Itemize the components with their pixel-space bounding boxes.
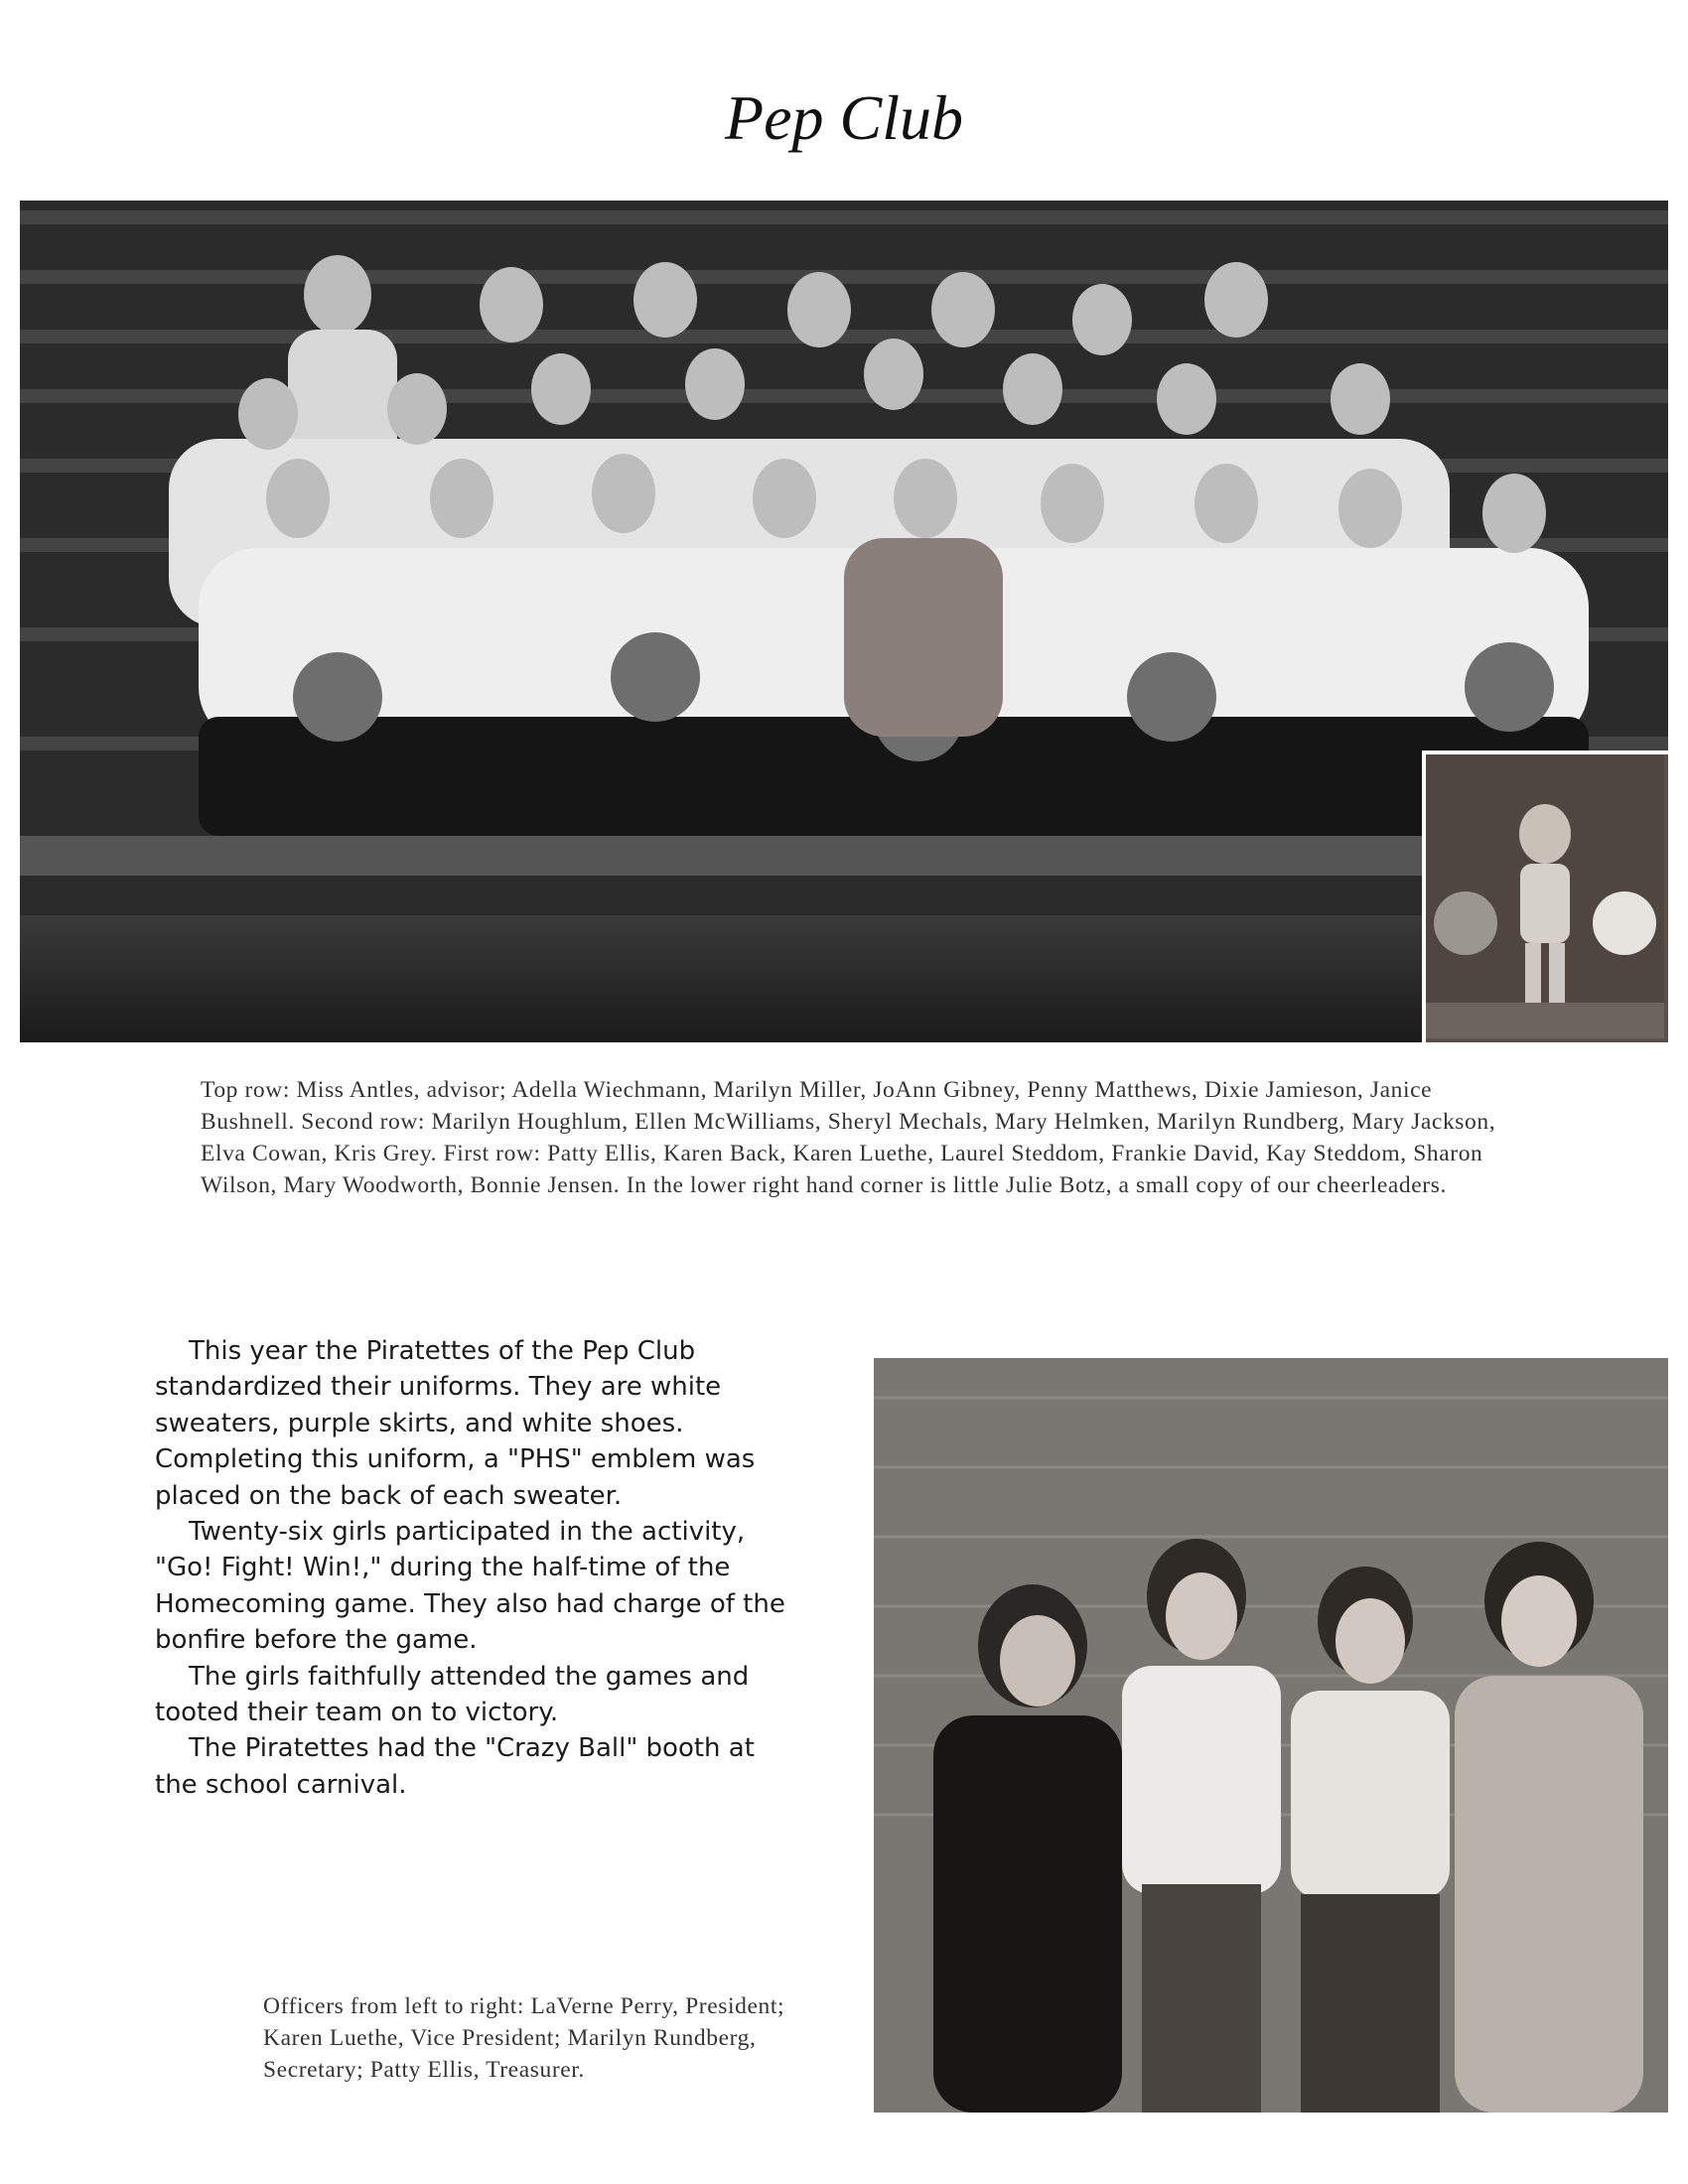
article-body (155, 1333, 790, 1803)
inset-photo (1422, 751, 1668, 1042)
officers-photo (874, 1358, 1668, 2113)
group-photo-illustration (20, 201, 1668, 1042)
officers-photo-illustration (874, 1358, 1668, 2113)
officers-caption: Officers from left to right: LaVerne Perry, President; Karen Luethe, Vice President; Marilyn Rundberg, Secretary; Patty Ellis, Treasurer. (263, 1993, 785, 2083)
body-paragraph: This year the Piratettes of the Pep Club standardized their uniforms. They are white sweaters, purple skirts, and white shoes. Completing this uniform, a "PHS" emblem was placed on the back of each sweater. (155, 1336, 756, 1511)
body-paragraph: The Piratettes had the "Crazy Ball" booth at the school carnival. (155, 1733, 755, 1800)
group-photo (20, 201, 1668, 1042)
body-paragraph: The girls faithfully attended the games and tooted their team on to victory. (155, 1661, 750, 1728)
page-title: Pep Club (725, 82, 963, 153)
inset-photo-illustration (1426, 754, 1664, 1038)
group-photo-caption: Top row: Miss Antles, advisor; Adella Wiechmann, Marilyn Miller, JoAnn Gibney, Penny Matthews, Dixie Jamieson, Janice Bushnell. Second row: Marilyn Houghlum, Ellen McWilliams, Sheryl Mechals, Mary Helmken, Marilyn Rundberg, Mary Jackson, Elva Cowan, Kris Grey. First row: Patty Ellis, Karen Back, Karen Luethe, Laurel Steddom, Frankie David, Kay Steddom, Sharon Wilson, Mary Woodworth, Bonnie Jensen. In the lower right hand corner is little Julie Botz, a small copy of our cheerleaders. (201, 1077, 1496, 1198)
body-paragraph: Twenty-six girls participated in the activity, "Go! Fight! Win!," during the half-time of the Homecoming game. They also had charge of the bonfire before the game. (155, 1517, 785, 1656)
